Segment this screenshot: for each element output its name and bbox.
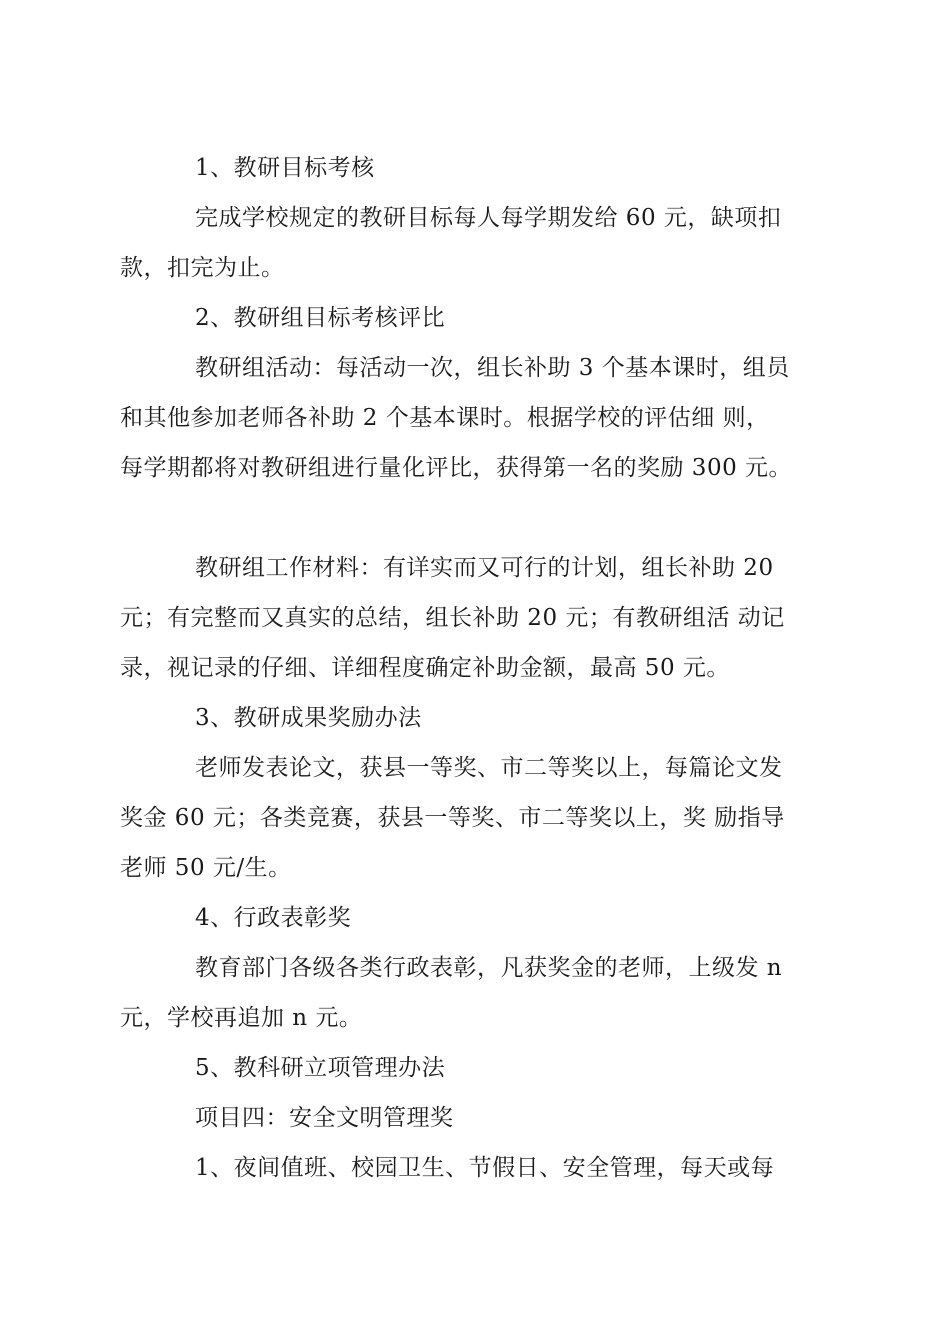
paragraph-line: 1、夜间值班、校园卫生、节假日、安全管理，每天或每 bbox=[195, 1155, 775, 1181]
heading-5: 5、教科研立项管理办法 bbox=[195, 1055, 446, 1081]
paragraph-line: 元；有完整而又真实的总结，组长补助 20 元；有教研组活 动记 bbox=[120, 605, 785, 631]
paragraph-line: 老师发表论文，获县一等奖、市二等奖以上，每篇论文发 bbox=[195, 755, 783, 781]
paragraph-line: 完成学校规定的教研目标每人每学期发给 60 元，缺项扣 bbox=[195, 205, 782, 231]
paragraph-line: 款，扣完为止。 bbox=[120, 255, 285, 281]
paragraph-line: 教研组活动：每活动一次，组长补助 3 个基本课时，组员 bbox=[195, 355, 790, 381]
paragraph-line: 每学期都将对教研组进行量化评比，获得第一名的奖励 300 元。 bbox=[120, 455, 793, 481]
paragraph-line: 老师 50 元/生。 bbox=[120, 855, 292, 881]
section-heading: 项目四：安全文明管理奖 bbox=[195, 1105, 454, 1131]
paragraph-line: 元，学校再追加 n 元。 bbox=[120, 1005, 363, 1031]
paragraph-line: 奖金 60 元；各类竞赛，获县一等奖、市二等奖以上，奖 励指导 bbox=[120, 805, 785, 831]
paragraph-line: 录，视记录的仔细、详细程度确定补助金额，最高 50 元。 bbox=[120, 655, 730, 681]
heading-2: 2、教研组目标考核评比 bbox=[195, 305, 446, 331]
paragraph-line: 教研组工作材料：有详实而又可行的计划，组长补助 20 bbox=[195, 555, 774, 581]
paragraph-line: 教育部门各级各类行政表彰，凡获奖金的老师，上级发 n bbox=[195, 955, 783, 981]
heading-4: 4、行政表彰奖 bbox=[195, 905, 352, 931]
paragraph-line: 和其他参加老师各补助 2 个基本课时。根据学校的评估细 则， bbox=[120, 405, 770, 431]
heading-3: 3、教研成果奖励办法 bbox=[195, 705, 422, 731]
heading-1: 1、教研目标考核 bbox=[195, 155, 375, 181]
